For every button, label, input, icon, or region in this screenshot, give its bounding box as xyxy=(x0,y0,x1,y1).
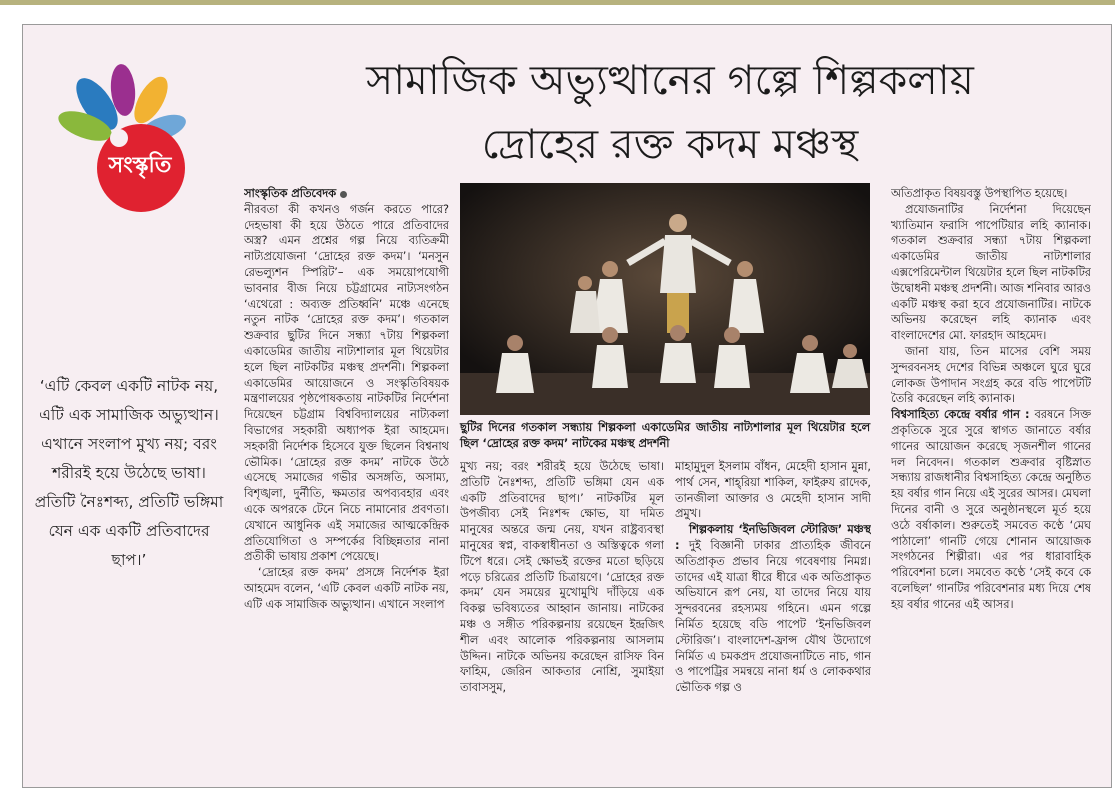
article-column-1 xyxy=(244,186,449,778)
col4-paragraph-2: প্রযোজনাটির নির্দেশনা দিয়েছেন খ্যাতিমান ফরাসি পাপেটিয়ার লহি ক্যানাক। গতকাল শুক্রবার সন্ধ্যা ৭টায় শিল্পকলা একাডেমির জাতীয় নাট্যশালার এক্সপেরিমেন্টাল থিয়েটার হলে ছিল নাটকটির উদ্বোধনী মঞ্চস্থ প্রদর্শনী। আজ শনিবার আরও একটি মঞ্চস্থ করা হবে প্রযোজনাটির। নাটকে অভিনয় করেছেন লহি ক্যানাক এবং বাংলাদেশের মো. ফারহাদ আহমেদ। xyxy=(891,202,1091,343)
col3-paragraph-1: মাহামুদুল ইসলাম বাঁধন, মেহেদী হাসান মুন্না, পার্থ সেন, শাহ্‌রিয়া শাকিল, ফাইরুয রাদেক, তানজীলা আক্তার ও মেহেদী হাসান সাদী প্রমুখ। xyxy=(675,460,871,521)
section-logo-icon xyxy=(55,64,205,214)
col1-paragraph-1: নীরবতা কী কখনও গর্জন করতে পারে? দেহভাষা কী হয়ে উঠতে পারে প্রতিবাদের অস্ত্র? এমন প্রশ্নের গল্প নিয়ে ব্যতিক্রমী নাট্যপ্রযোজনা ‘দ্রোহের রক্ত কদম’। ‘মনসুন রেভল্যুশন স্পিরিট’– এক সময়োপযোগী ভাবনার বীজ নিয়ে চট্টগ্রামের নাট্যসংগঠন ‘এথেরো : অব্যক্ত প্রতিধ্বনি’ মঞ্চে এনেছে নতুন নাটক ‘দ্রোহের রক্ত কদম’। গতকাল শুক্রবার ছুটির দিনে সন্ধ্যা ৭টায় শিল্পকলা একাডেমির জাতীয় নাট্যশালার মূল থিয়েটার হলে ছিল নাটকটির মঞ্চস্থ প্রদর্শনী। শিল্পকলা একাডেমির আয়োজনে ও সংস্কৃতিবিষয়ক মন্ত্রণালয়ের পৃষ্ঠপোষকতায় নাটকটির নির্দেশনা দিয়েছেন চট্টগ্রাম বিশ্ববিদ্যালয়ের নাট্যকলা বিভাগের সহকারী অধ্যাপক ইরা আহমেদ। সহকারী নির্দেশক হিসেবে যুক্ত ছিলেন বিশ্বনাথ ভৌমিক। ‘দ্রোহের রক্ত কদম’ নাটকে উঠে এসেছে সমাজের গভীর অসঙ্গতি, অসাম্য, বিশৃঙ্খলা, দুর্নীতি, ক্ষমতার অপব্যবহার এবং একে অপরকে টেনে নিচে নামানোর প্রবণতা। যেখানে আধুনিক এই সমাজের আত্মকেন্দ্রিক প্রতিযোগিতা ও সম্পর্কের বিচ্ছিন্নতার নানা প্রতীকী ভাষায় প্রকাশ পেয়েছে। xyxy=(244,202,449,564)
col3-subhead: শিল্পকলায় ‘ইনভিজিবল স্টোরিজ’ মঞ্চস্থ : xyxy=(675,523,871,552)
headline xyxy=(240,48,1100,176)
headline-line-2: দ্রোহের রক্ত কদম মঞ্চস্থ xyxy=(481,120,859,168)
byline: সাংস্কৃতিক প্রতিবেদক xyxy=(244,187,337,200)
col1-paragraph-2: ‘দ্রোহের রক্ত কদম’ প্রসঙ্গে নির্দেশক ইরা আহমেদ বলেন, ‘এটি কেবল একটি নাটক নয়, এটি এক সামাজিক অভ্যুত্থান। এখানে সংলাপ xyxy=(244,566,449,611)
top-rule xyxy=(0,0,1115,5)
col3-paragraph-2: দুই বিজ্ঞানী ঢাকার প্রাত্যহিক জীবনে অতিপ্রাকৃত প্রভাব নিয়ে গবেষণায় নিমগ্ন। তাদের এই যাত্রা ধীরে ধীরে এক অতিপ্রাকৃত অভিযানে রূপ নেয়, যা তাদের নিয়ে যায় সুন্দরবনের রহস্যময় গহিনে। এমন গল্পে নির্মিত হয়েছে বডি পাপেট ‘ইনভিজিবল স্টোরিজ’। বাংলাদেশ-ফ্রান্স যৌথ উদ্যোগে নির্মিত এ চমকপ্রদ প্রযোজনাটিতে নাচ, গান ও পাপেট্রির সমন্বয়ে নানা ধর্ম ও লোককথার ভৌতিক গল্প ও xyxy=(675,538,871,695)
pull-quote: ‘এটি কেবল একটি নাটক নয়, এটি এক সামাজিক অভ্যুত্থান। এখানে সংলাপ মুখ্য নয়; বরং শরীরই হয়ে উঠেছে ভাষা। প্রতিটি নৈঃশব্দ্য, প্রতিটি ভঙ্গিমা যেন এক একটি প্রতিবাদের ছাপ।’ xyxy=(34,377,224,569)
col2-paragraph-1: মুখ্য নয়; বরং শরীরই হয়ে উঠেছে ভাষা। প্রতিটি নৈঃশব্দ্য, প্রতিটি ভঙ্গিমা যেন এক একটি প্রতিবাদের ছাপ।’ নাটকটির মূল উপজীব্য সেই নিঃশব্দ ক্ষোভ, যা দমিত মানুষের অন্তরে জন্ম নেয়, যখন রাষ্ট্রব্যবস্থা মানুষের স্বপ্ন, বাকস্বাধীনতা ও অস্তিত্বকে গলা টিপে ধরে। সেই ক্ষোভই রক্তের মতো ছড়িয়ে পড়ে চরিত্রের প্রতিটি চিত্রায়ণে। ‘দ্রোহের রক্ত কদম’ যেন সময়ের মুখোমুখি দাঁড়িয়ে এক বিকল্প ভবিষ্যতের আহ্বান জানায়। নাটকের মঞ্চ ও সঙ্গীত পরিকল্পনায় রয়েছেন ইন্দ্রজিৎ শীল এবং আলোক পরিকল্পনায় আসলাম উদ্দিন। নাটকে অভিনয় করেছেন রাসিফ বিন ফাহিম, জেরিন আকতার নোশ্রি, সুমাইয়া তাবাসসুম, xyxy=(460,460,664,695)
stage-performers-image xyxy=(460,183,870,415)
stage-photo xyxy=(460,183,870,415)
col4-subhead: বিশ্বসাহিত্য কেন্দ্রে বর্ষার গান : xyxy=(891,408,1030,422)
headline-line-1: সামাজিক অভ্যুত্থানের গল্পে শিল্পকলায় xyxy=(366,56,974,104)
byline-bullet-icon xyxy=(340,191,347,198)
col4-paragraph-1: অতিপ্রাকৃত বিষয়বস্তু উপস্থাপিত হয়েছে। xyxy=(891,187,1068,200)
article-column-4 xyxy=(891,186,1091,778)
col4-paragraph-4: বরষনে সিক্ত প্রকৃতিকে সুরে সুরে স্বাগত জানাতে বর্ষার গানের আয়োজন করেছে সৃজনশীল গানের দল নিবেদন। গতকাল শুক্রবার বৃষ্টিস্নাত সন্ধ্যায় রাজধানীর বিশ্বসাহিত্য কেন্দ্রে অনুষ্ঠিত হয় বর্ষার গান নিয়ে এই সুরের আসর। মেঘলা দিনের বানী ও সুরে অনুষ্ঠানস্থলে মূর্ত হয়ে ওঠে বর্ষাকাল। শুরুতেই সমবেত কণ্ঠে ‘মেঘ পাঠালো’ গানটি গেয়ে শোনান আয়োজক সংগঠনের শিল্পীরা। এর পর ধারাবাহিক পরিবেশনা চলে। সমবেত কণ্ঠে ‘সেই কবে কে বলেছিল’ গানটির পরিবেশনার মধ্য দিয়ে শেষ হয় বর্ষার গানের এই আসর। xyxy=(891,408,1091,611)
article-column-3 xyxy=(675,459,871,779)
col4-paragraph-3: জানা যায়, তিন মাসের বেশি সময় সুন্দরবনসহ দেশের বিভিন্ন অঞ্চলে ঘুরে ঘুরে লোকজ উপাদান সংগ্রহ করে বডি পাপেটটি তৈরি করেছেন লহি ক্যানাক। xyxy=(891,344,1091,406)
article-column-2 xyxy=(460,459,664,779)
section-logo-label: সংস্কৃতি xyxy=(108,153,172,178)
photo-caption: ছুটির দিনের গতকাল সন্ধ্যায় শিল্পকলা একাডেমির জাতীয় নাট্যশালার মূল থিয়েটার হলে ছিল ‘দ্রোহের রক্ত কদম’ নাটকের মঞ্চস্থ প্রদর্শনী xyxy=(460,421,870,450)
